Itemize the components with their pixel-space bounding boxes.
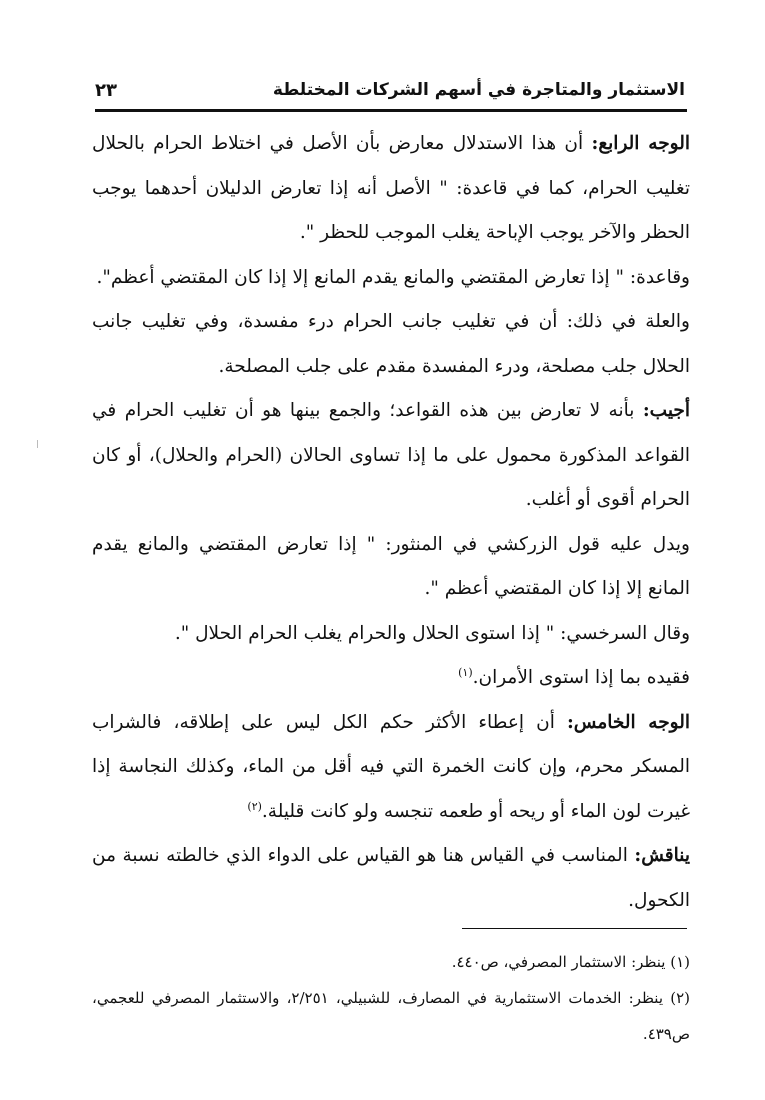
footnote-1: (١) ينظر: الاستثمار المصرفي، ص٤٤٠. [451,953,690,971]
paragraph-restriction [92,656,690,701]
paragraph-reason [92,300,690,389]
paragraph-sarakhsi [92,612,690,657]
paragraph-answer [92,389,690,523]
paragraph-lead: أجيب: [642,400,690,421]
page-number: ٢٣ [95,79,117,101]
margin-mark [37,440,38,448]
paragraph-text: وقاعدة: " إذا تعارض المقتضي والمانع يقدم المانع إلا إذا كان المقتضي أعظم". [96,266,690,288]
paragraph-fourth-aspect [92,122,690,256]
paragraph-lead: يناقش: [634,845,690,866]
header-rule [95,109,687,112]
paragraph-rule [92,256,690,301]
paragraph-text: ويدل عليه قول الزركشي في المنثور: " إذا تعارض المقتضي والمانع يقدم المانع إلا إذا كان المقتضي أعظم ". [92,533,690,599]
paragraph-text: وقال السرخسي: " إذا استوى الحلال والحرام يغلب الحرام الحلال ". [174,622,690,644]
paragraph-lead: الوجه الرابع: [591,133,690,154]
paragraph-fifth-aspect [92,701,690,835]
paragraph-text: بأنه لا تعارض بين هذه القواعد؛ والجمع بينها هو أن تغليب الحرام في القواعد المذكورة محمول على ما إذا تساوى الحالان (الحرام والحلال)، أو كان الحرام أقوى أو أغلب. [92,400,690,510]
paragraph-text: أن هذا الاستدلال معارض بأن الأصل في اختلاط الحرام بالحلال تغليب الحرام، كما في قاعدة: " الأصل أنه إذا تعارض الدليلان أحدهما يوجب الحظر والآخر يوجب الإباحة يغلب الموجب للحظر ". [92,133,690,243]
paragraph-zarkashi [92,523,690,612]
paragraph-text: فقيده بما إذا استوى الأمران. [472,667,690,688]
footnote-2: (٢) ينظر: الخدمات الاستثمارية في المصارف، للشبيلي، ٢/٢٥١، والاستثمار المصرفي للعجمي، ص٤٣٩. [92,989,690,1043]
paragraph-lead: الوجه الخامس: [566,711,690,733]
running-header [95,70,685,110]
footnote-rule [462,928,687,929]
footnotes [92,944,690,1052]
paragraph-discussion [92,834,690,923]
body-text [92,122,690,923]
footnote-ref-1[interactable]: (١) [458,665,473,679]
running-title: الاستثمار والمتاجرة في أسهم الشركات المختلطة [272,80,685,100]
paragraph-text: المناسب في القياس هنا هو القياس على الدواء الذي خالطته نسبة من الكحول. [92,845,690,911]
paragraph-text: والعلة في ذلك: أن في تغليب جانب الحرام درء مفسدة، وفي تغليب جانب الحلال جلب مصلحة، ودرء المفسدة مقدم على جلب المصلحة. [92,311,690,377]
paragraph-text: أن إعطاء الأكثر حكم الكل ليس على إطلاقه، فالشراب المسكر محرم، وإن كانت الخمرة التي فيه أقل من الماء، وكذلك النجاسة إذا غيرت لون الماء أو ريحه أو طعمه تنجسه ولو كانت قليلة. [92,711,690,822]
footnote-ref-2[interactable]: (٢) [247,799,262,813]
